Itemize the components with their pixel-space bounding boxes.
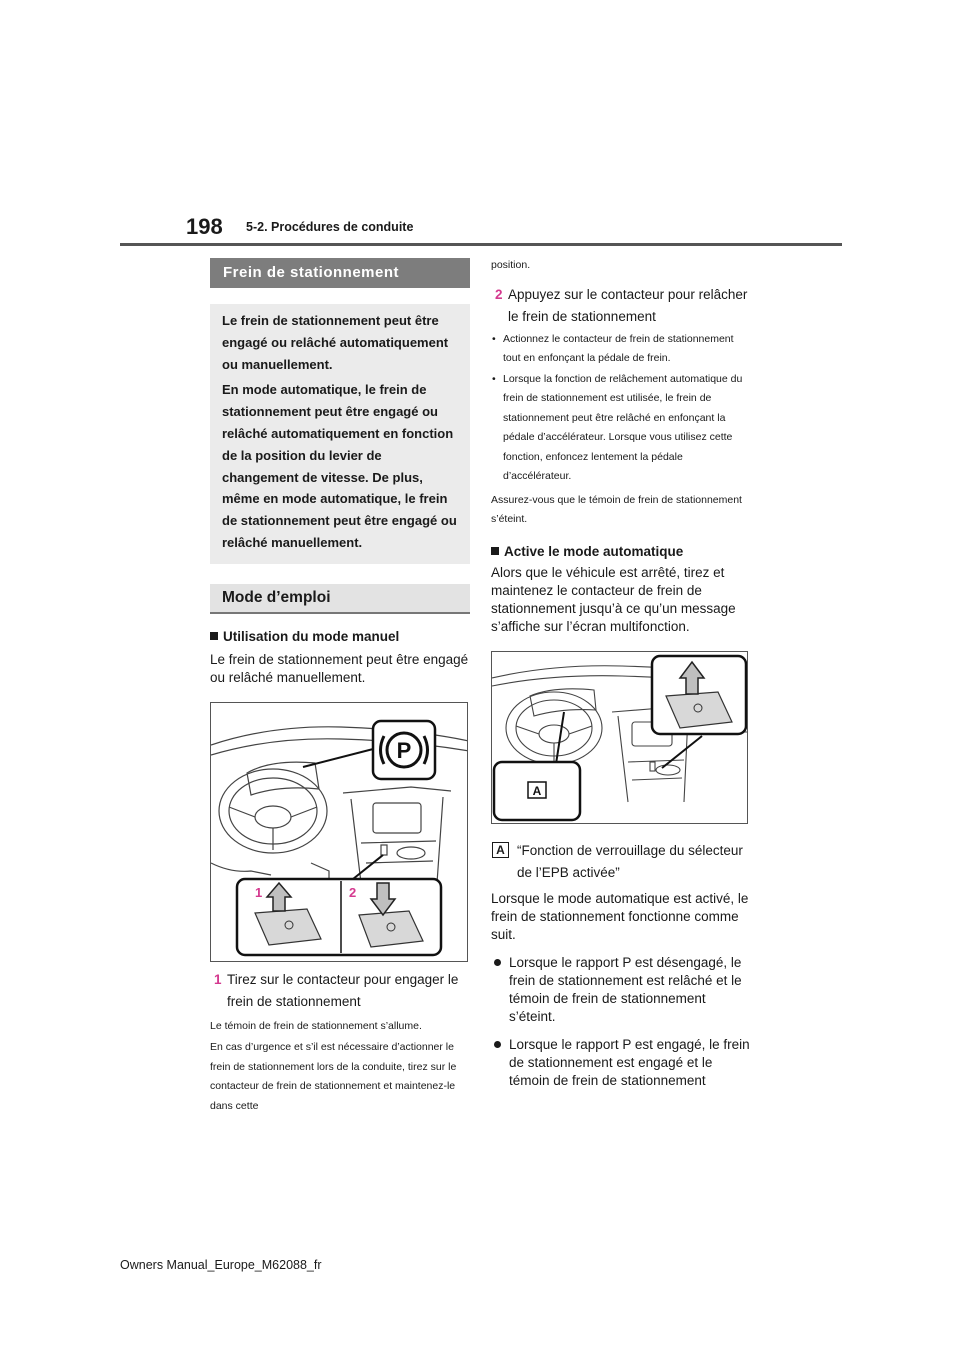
note-emergency: En cas d’urgence et s’il est nécessaire d’actionner le frein de stationnement lors de la conduite, tirez sur le contacteur de frein de stationnement et maintenez-le dans cette: [210, 1041, 457, 1112]
step-1-text: Tirez sur le contacteur pour engager le frein de stationnement: [227, 971, 459, 1009]
note-emergency-continued: position.: [491, 259, 531, 271]
figure-label-A: A: [532, 783, 542, 798]
figure-label-2: 2: [349, 884, 357, 900]
header-divider: [120, 243, 842, 246]
footer-text: Owners Manual_Europe_M62088_fr: [120, 1258, 322, 1272]
auto-mode-heading: [491, 543, 753, 561]
callout-a-text: “Fonction de verrouillage du sélecteur de l’EPB activée”: [517, 842, 743, 880]
callout-a-label: A: [492, 842, 509, 858]
step-2-text: Appuyez sur le contacteur pour relâcher le frein de stationnement: [508, 286, 748, 324]
right-column: [491, 256, 753, 1090]
manual-mode-text: Le frein de stationnement peut être engagé ou relâché manuellement.: [210, 651, 469, 685]
parking-brake-figure: [210, 702, 468, 962]
dashboard-auto-illustration: [492, 652, 748, 824]
bullet-brake-pedal: • Actionnez le contacteur de frein de stationnement tout en enfonçant la pédale de frein.: [491, 330, 753, 369]
auto-mode-item-2: Lorsque le rapport P est engagé, le frein de stationnement est engagé et le témoin de frein de stationnement: [491, 1036, 753, 1090]
note-lamp-on: Le témoin de frein de stationnement s’allume.: [210, 1019, 422, 1032]
step-1: [210, 969, 470, 1013]
square-bullet-icon: [210, 632, 218, 640]
note-lamp-off: Assurez-vous que le témoin de frein de stationnement s’éteint.: [491, 493, 742, 525]
square-bullet-icon: [491, 547, 499, 555]
intro-paragraph-1: Le frein de stationnement peut être engagé ou relâché automatiquement ou manuellement.: [222, 313, 449, 372]
parking-symbol-label: P: [396, 737, 412, 763]
bullet-auto-release: • Lorsque la fonction de relâchement automatique du frein de stationnement est utilisée, le frein de stationnement peut être relâché en enfonçant la pédale d’accélérateur. Lorsque vous utilisez cette fonction, enfoncez lentement la pédale d’accélérateur.: [491, 370, 753, 487]
auto-mode-description: Lorsque le mode automatique est activé, le frein de stationnement fonctionne comme suit.: [491, 890, 749, 942]
section-title-box: Frein de stationnement: [210, 258, 470, 288]
dashboard-illustration: [211, 703, 468, 962]
manual-mode-heading-text: Utilisation du mode manuel: [223, 628, 400, 644]
page-number: 198: [186, 214, 223, 239]
intro-paragraph-2: En mode automatique, le frein de stationnement peut être engagé ou relâché automatiquement en fonction de la position du levier de changement de vitesse. De plus, même en mode automatique, le frein de stationnement peut être engagé ou relâché manuellement.: [222, 382, 457, 550]
auto-mode-figure: [491, 651, 748, 824]
left-column: [210, 258, 470, 1116]
step-1-number: 1: [214, 971, 222, 987]
figure-label-1: 1: [255, 884, 263, 900]
callout-a: [491, 840, 753, 884]
step-2-number: 2: [495, 286, 503, 302]
auto-mode-text: Alors que le véhicule est arrêté, tirez et maintenez le contacteur de frein de stationnement jusqu’à ce qu’un message s’affiche sur l’écran multifonction.: [491, 564, 736, 634]
step-2: [491, 284, 753, 328]
section-heading: 5-2. Procédures de conduite: [246, 220, 414, 234]
auto-mode-item-1: Lorsque le rapport P est désengagé, le frein de stationnement est relâché et le témoin de frein de stationnement s’éteint.: [491, 954, 753, 1026]
manual-mode-heading: [210, 628, 470, 646]
intro-box: [210, 304, 470, 564]
auto-mode-heading-text: Active le mode automatique: [504, 543, 684, 559]
mode-title: Mode d’emploi: [210, 584, 470, 614]
